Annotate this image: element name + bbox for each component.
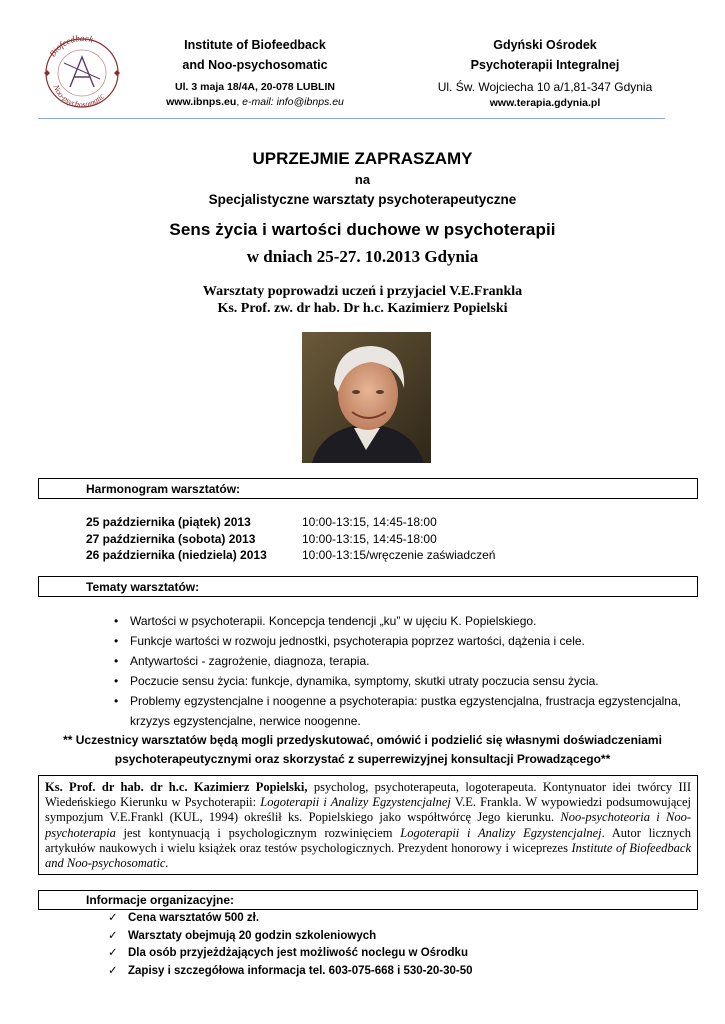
- topics-box: [38, 576, 698, 597]
- invite-title: UPRZEJMIE ZAPRASZAMY: [252, 149, 473, 168]
- schedule-day: 25 października (piątek) 2013: [86, 515, 251, 529]
- leader-name: Ks. Prof. zw. dr hab. Dr h.c. Kazimierz Popielski: [217, 301, 508, 316]
- bio-name: Ks. Prof. dr hab. dr h.c. Kazimierz Popielski,: [45, 780, 308, 794]
- topics-title: Tematy warsztatów:: [86, 580, 200, 594]
- institute-name-line2: and Noo-psychosomatic: [182, 58, 328, 72]
- bio-italic: Logoterapii i Analizy Egzystencjalnej: [400, 825, 602, 840]
- participant-note-line2: psychoterapeutycznymi oraz skorzystać z superrewizyjnej konsultacji Prowadzącego**: [114, 752, 611, 766]
- topic-item-continued: [114, 711, 704, 731]
- topic-item: [114, 691, 704, 711]
- bio-text: psycholog, psychoterapeuta, logoterapeuta. Kontynuator idei twórcy III Wiedeńskiego Kierunku w Psychoterapii:: [45, 780, 691, 810]
- email-label: e-mail:: [242, 96, 274, 108]
- institute-address: Ul. 3 maja 18/4A, 20-078 LUBLIN: [175, 81, 335, 93]
- topic-text: krzyzys egzystencjalne, nerwice noogenne.: [130, 714, 361, 728]
- checkmark-icon: ✓: [108, 964, 118, 977]
- schedule-time: 10:00-13:15, 14:45-18:00: [302, 515, 437, 529]
- bullet-icon: •: [114, 654, 119, 668]
- info-title: Informacje organizacyjne:: [86, 893, 235, 907]
- workshop-topic: Sens życia i wartości duchowe w psychoterapii: [169, 220, 556, 239]
- center-name-line2: Psychoterapii Integralnej: [470, 58, 620, 72]
- topic-text: Wartości w psychoterapii. Koncepcja tendencji „ku” w ujęciu K. Popielskiego.: [130, 614, 537, 628]
- bio-text: jest kontynuacją i psychologicznym rozwinięciem: [115, 825, 401, 840]
- logo-text-bottom: Noo-psychosomatic: [51, 83, 107, 109]
- bullet-icon: •: [114, 614, 119, 628]
- center-name-line1: Gdyński Ośrodek: [493, 38, 597, 52]
- info-text: Dla osób przyjeżdżających jest możliwość noclegu w Ośrodku: [128, 947, 468, 959]
- institute-email[interactable]: info@ibnps.eu: [276, 96, 344, 108]
- center-address: Ul. Św. Wojciecha 10 a/1,81-347 Gdynia: [437, 80, 653, 94]
- topic-text: Problemy egzystencjalne i noogenne a psychoterapia: pustka egzystencjalna, frustracja egzystencjalna,: [130, 694, 681, 708]
- schedule-day: 26 października (niedziela) 2013: [86, 548, 267, 562]
- schedule-day: 27 października (sobota) 2013: [86, 531, 256, 546]
- led-by: Warsztaty poprowadzi uczeń i przyjaciel V.E.Frankla: [202, 284, 523, 299]
- topics-list: [114, 611, 704, 731]
- info-item: [108, 963, 668, 981]
- topic-text: Antywartości - zagrożenie, diagnoza, terapia.: [130, 654, 370, 668]
- header-left: Institute of Biofeedback and Noo-psychosomatic Ul. 3 maja 18/4A, 20-078 LUBLIN www.ibnps.eu, e-mail: info@ibnps.eu: [140, 35, 370, 110]
- info-list: [108, 910, 668, 980]
- info-box: [38, 890, 698, 910]
- info-item: [108, 945, 668, 963]
- info-text: Cena warsztatów 500 zł.: [128, 912, 260, 924]
- center-website[interactable]: www.terapia.gdynia.pl: [489, 97, 601, 109]
- schedule-time: 10:00-13:15, 14:45-18:00: [302, 531, 437, 546]
- institute-name-line1: Institute of Biofeedback: [184, 38, 326, 52]
- bio-italic: Institute of Biofeedback and Noo-psychosomatic.: [45, 840, 691, 871]
- checkmark-icon: ✓: [108, 912, 118, 924]
- info-text: Zapisy i szczegółowa informacja tel. 603-075-668 i 530-20-30-50: [128, 964, 473, 977]
- bio-italic: Logoterapii i Analizy Egzystencjalnej: [260, 795, 451, 810]
- topic-item: [114, 651, 704, 671]
- topic-item: [114, 671, 704, 691]
- topic-item: [114, 611, 704, 631]
- svg-text:Biofeedback: [47, 33, 95, 59]
- schedule-box: [38, 478, 698, 499]
- topic-item: [114, 631, 704, 651]
- bullet-icon: •: [114, 694, 119, 708]
- schedule-title: Harmonogram warsztatów:: [86, 482, 241, 496]
- schedule-row: [86, 531, 686, 548]
- topic-text: Funkcje wartości w rozwoju jednostki, psychoterapia poprzez wartości, dążenia i cele.: [130, 634, 585, 648]
- header-right: [410, 35, 680, 111]
- info-text: Warsztaty obejmują 20 godzin szkoleniowych: [128, 929, 377, 942]
- bio-text: . Autor licznych artykułów naukowych i wielu książek oraz testów psychologicznych. Prezydent honorowy i wiceprezes: [45, 825, 691, 855]
- bio-box: [38, 775, 698, 875]
- info-item: [108, 928, 668, 946]
- invite-subtitle: Specjalistyczne warsztaty psychoterapeutyczne: [208, 192, 517, 207]
- header-divider: [38, 118, 665, 119]
- schedule-row: [86, 514, 686, 531]
- institute-logo: [38, 33, 126, 109]
- bullet-icon: •: [114, 674, 119, 688]
- topic-text: Poczucie sensu życia: funkcje, dynamika, symptomy, skutki utraty poczucia sensu życia.: [130, 674, 599, 688]
- logo-text-top: Biofeedback: [47, 33, 95, 59]
- invite-na: na: [354, 172, 371, 187]
- leader-portrait: [302, 332, 431, 463]
- schedule-row: [86, 547, 686, 564]
- checkmark-icon: ✓: [108, 947, 118, 959]
- participant-note-line1: ** Uczestnicy warsztatów będą mogli przedyskutować, omówić i podzielić się własnymi doświadczeniami: [63, 733, 662, 747]
- schedule-list: [86, 514, 686, 564]
- info-item: [108, 910, 668, 928]
- institute-website[interactable]: www.ibnps.eu: [166, 96, 237, 108]
- workshop-dates: w dniach 25-27. 10.2013 Gdynia: [246, 247, 479, 266]
- bio-italic: Noo-psychoteoria i Noo-psychoterapia: [45, 810, 691, 840]
- bio-text: V.E. Frankla. W wypowiedzi podsumowującej sympozjum V.E.Frankl (KUL, 1994) określił ks. Popielskiego jako współtwórcę Jego kierunku.: [45, 795, 691, 825]
- checkmark-icon: ✓: [108, 929, 118, 942]
- schedule-time: 10:00-13:15/wręczenie zaświadczeń: [302, 548, 496, 562]
- bullet-icon: •: [114, 634, 119, 648]
